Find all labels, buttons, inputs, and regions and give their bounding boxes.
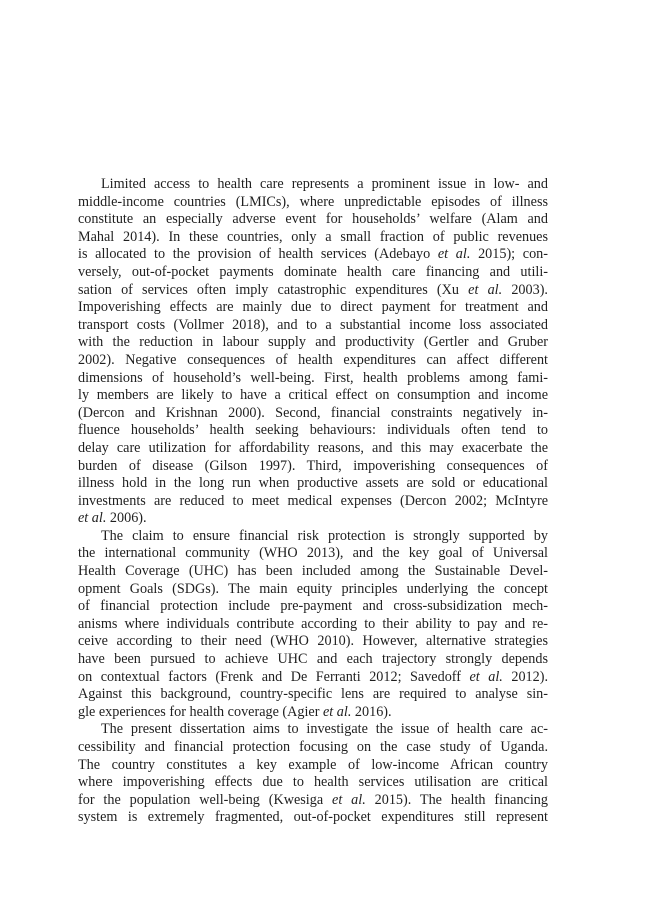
italic-text: et al. bbox=[468, 281, 503, 298]
italic-text: et al. bbox=[437, 246, 471, 263]
text-line: delay care utilization for affordability reasons, and this may exacerbate the bbox=[78, 439, 548, 456]
body-text bbox=[78, 176, 548, 827]
text-line: the international community (WHO 2013), and the key goal of Universal bbox=[78, 545, 548, 562]
text-line: opment Goals (SDGs). The main equity principles underlying the concept bbox=[78, 580, 548, 597]
text-line: gle experiences for health coverage (Agier et al. 2016). bbox=[78, 703, 392, 720]
text-line: is allocated to the provision of health services (Adebayo et al. 2015); con- bbox=[78, 246, 549, 263]
text-line: et al. 2006). bbox=[78, 510, 147, 527]
text-line: Impoverishing effects are mainly due to direct payment for treatment and bbox=[78, 299, 548, 316]
text-line: on contextual factors (Frenk and De Ferranti 2012; Savedoff et al. 2012). bbox=[78, 668, 548, 685]
text-line: ly members are likely to have a critical effect on consumption and income bbox=[78, 387, 548, 404]
text-line: cessibility and financial protection focusing on the case study of Uganda. bbox=[78, 739, 548, 755]
text-line: illness hold in the long run when productive assets are sold or educational bbox=[78, 475, 548, 492]
text-line: Mahal 2014). In these countries, only a small fraction of public revenues bbox=[78, 228, 548, 245]
italic-text: et al. bbox=[469, 668, 503, 685]
text-line: where impoverishing effects due to health services utilisation are critical bbox=[78, 774, 548, 791]
text-line: Limited access to health care represents a prominent issue in low- and bbox=[101, 176, 548, 192]
text-line: anisms where individuals contribute according to their ability to pay and re- bbox=[78, 615, 548, 632]
text-line: ceive according to their need (WHO 2010). However, alternative strategies bbox=[78, 633, 548, 650]
text-line: constitute an especially adverse event for households’ welfare (Alam and bbox=[78, 211, 548, 228]
text-line: of financial protection include pre-payment and cross-subsidization mech- bbox=[78, 598, 548, 615]
italic-text: et al. bbox=[332, 791, 366, 808]
text-line: The country constitutes a key example of low-income African country bbox=[78, 756, 548, 773]
italic-text: et al. bbox=[323, 703, 352, 720]
text-line: for the population well-being (Kwesiga et al. 2015). The health financing bbox=[78, 791, 548, 808]
text-line: Health Coverage (UHC) has been included among the Sustainable Devel- bbox=[78, 563, 548, 580]
text-line: The present dissertation aims to investigate the issue of health care ac- bbox=[101, 721, 548, 738]
text-line: middle-income countries (LMICs), where unpredictable episodes of illness bbox=[78, 193, 548, 210]
text-line: with the reduction in labour supply and productivity (Gertler and Gruber bbox=[78, 334, 548, 351]
text-line: burden of disease (Gilson 1997). Third, impoverishing consequences of bbox=[78, 457, 548, 474]
text-line: dimensions of household’s well-being. First, health problems among fami- bbox=[78, 369, 548, 386]
text-line: Against this background, country-specific lens are required to analyse sin- bbox=[78, 686, 548, 703]
text-line: sation of services often imply catastrophic expenditures (Xu et al. 2003). bbox=[78, 281, 548, 298]
text-line: fluence households’ health seeking behaviours: individuals often tend to bbox=[78, 422, 548, 439]
text-line: have been pursued to achieve UHC and each trajectory strongly depends bbox=[78, 651, 548, 668]
text-line: (Dercon and Krishnan 2000). Second, financial constraints negatively in- bbox=[78, 404, 548, 421]
text-line: 2002). Negative consequences of health expenditures can affect different bbox=[78, 351, 548, 368]
text-line: versely, out-of-pocket payments dominate health care financing and utili- bbox=[78, 263, 548, 280]
italic-text: et al. bbox=[78, 510, 107, 527]
text-line: The claim to ensure financial risk protection is strongly supported by bbox=[101, 527, 548, 544]
text-line: system is extremely fragmented, out-of-pocket expenditures still represent bbox=[78, 809, 548, 826]
text-line: investments are reduced to meet medical expenses (Dercon 2002; McIntyre bbox=[78, 492, 548, 509]
text-line: transport costs (Vollmer 2018), and to a substantial income loss associated bbox=[78, 316, 548, 333]
